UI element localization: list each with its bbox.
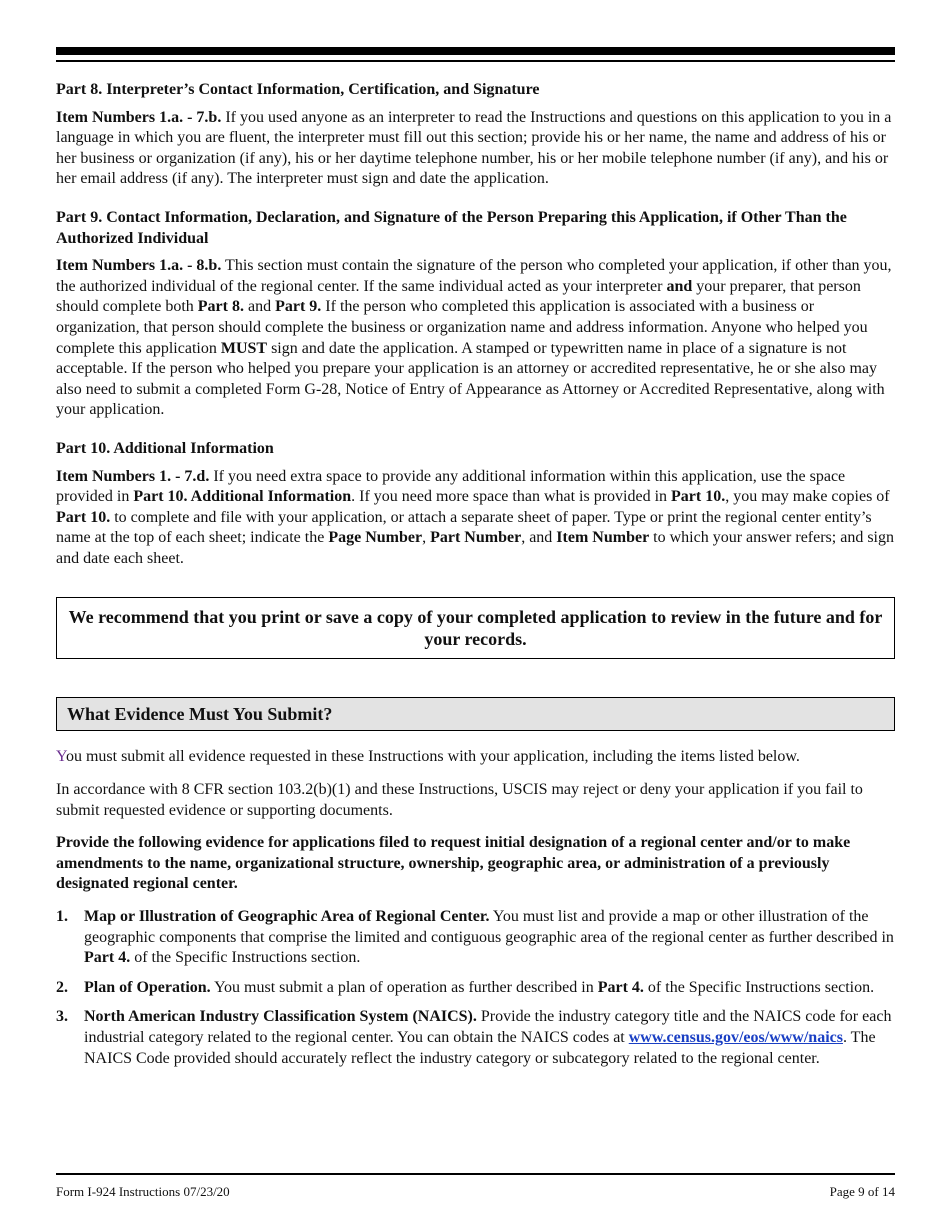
footer-form-id: Form I-924 Instructions 07/23/20	[56, 1184, 230, 1199]
part9-body: Item Numbers 1.a. - 8.b. This section must contain the signature of the person who completed your application, if other than you, the authorized individual of the regional center. If the same individual acted as your interpreter and your preparer, that person should complete both Part 8. and Part 9. If the person who completed this application is associated with a business or organization, that person should complete the business or organization name and address information. Anyone who helped you complete this application MUST sign and date the application. A stamped or typewritten name in place of a signature is not acceptable. If the person who helped you prepare your application is an attorney or accredited representative, he or she also may also need to submit a completed Form G-28, Notice of Entry of Appearance as Attorney or Accredited Representative, along with your application.	[56, 257, 892, 419]
page-content	[56, 80, 895, 1078]
header-rule-thick	[56, 47, 895, 55]
evidence-item-1: 1. Map or Illustration of Geographic Area of Regional Center. You must list and provide a map or other illustration of the geographic components that comprise the limited and contiguous geographic area of the regional center as further described in Part 4. of the Specific Instructions section.	[56, 908, 894, 967]
evidence-list	[56, 907, 895, 1069]
evidence-cfr-note: In accordance with 8 CFR section 103.2(b)(1) and these Instructions, USCIS may reject or deny your application if you fail to submit requested evidence or supporting documents.	[56, 781, 863, 819]
part8-heading: Part 8. Interpreter’s Contact Information, Certification, and Signature	[56, 81, 540, 98]
part8-body: Item Numbers 1.a. - 7.b. If you used anyone as an interpreter to read the Instructions and questions on this application to you in a language in which you are fluent, the interpreter must fill out this section; provide his or her name, the name and address of his or her business or organization (if any), his or her daytime telephone number, his or her mobile telephone number (if any), and his or her email address (if any). The interpreter must sign and date the application.	[56, 108, 892, 188]
part10-item-label: Item Numbers 1. - 7.d.	[56, 467, 210, 485]
evidence-item-3: 3. North American Industry Classification System (NAICS). Provide the industry category title and the NAICS code for each industrial category related to the regional center. You can obtain the NAICS codes at www.census.gov/eos/www/naics. The NAICS Code provided should accurately reflect the industry category or subcategory related to the regional center.	[56, 1008, 892, 1067]
part10-heading: Part 10. Additional Information	[56, 439, 274, 457]
evidence-item-2: 2. Plan of Operation. You must submit a plan of operation as further described in Part 4. of the Specific Instructions section.	[56, 978, 875, 996]
evidence-intro: You must submit all evidence requested in these Instructions with your application, including the items listed below.	[56, 748, 800, 766]
naics-link[interactable]: www.census.gov/eos/www/naics	[628, 1029, 843, 1046]
part8-item-label: Item Numbers 1.a. - 7.b.	[56, 108, 222, 126]
part10-section	[56, 439, 895, 570]
part9-item-label: Item Numbers 1.a. - 8.b.	[56, 257, 222, 275]
footer-page-number: Page 9 of 14	[829, 1184, 895, 1199]
part9-heading: Part 9. Contact Information, Declaration, and Signature of the Person Preparing this Application, if Other Than the Authorized Individual	[56, 208, 847, 247]
footer-rule	[56, 1173, 895, 1175]
recommendation-callout: We recommend that you print or save a copy of your completed application to review in the future and for your records.	[56, 597, 895, 659]
part9-section	[56, 208, 895, 421]
evidence-provide-statement: Provide the following evidence for applications filed to request initial designation of a regional center and/or to make amendments to the name, organizational structure, ownership, geographic area, or administration of a previously designated regional center.	[56, 834, 851, 893]
evidence-heading-banner: What Evidence Must You Submit?	[56, 697, 895, 731]
part10-body: Item Numbers 1. - 7.d. If you need extra space to provide any additional information within this application, use the space provided in Part 10. Additional Information. If you need more space than what is provided in Part 10., you may make copies of Part 10. to complete and file with your application, or attach a separate sheet of paper. Type or print the regional center entity’s name at the top of each sheet; indicate the Page Number, Part Number, and Item Number to which your answer refers; and sign and date each sheet.	[56, 467, 894, 567]
header-rule-thin	[56, 60, 895, 62]
part8-section	[56, 80, 895, 190]
